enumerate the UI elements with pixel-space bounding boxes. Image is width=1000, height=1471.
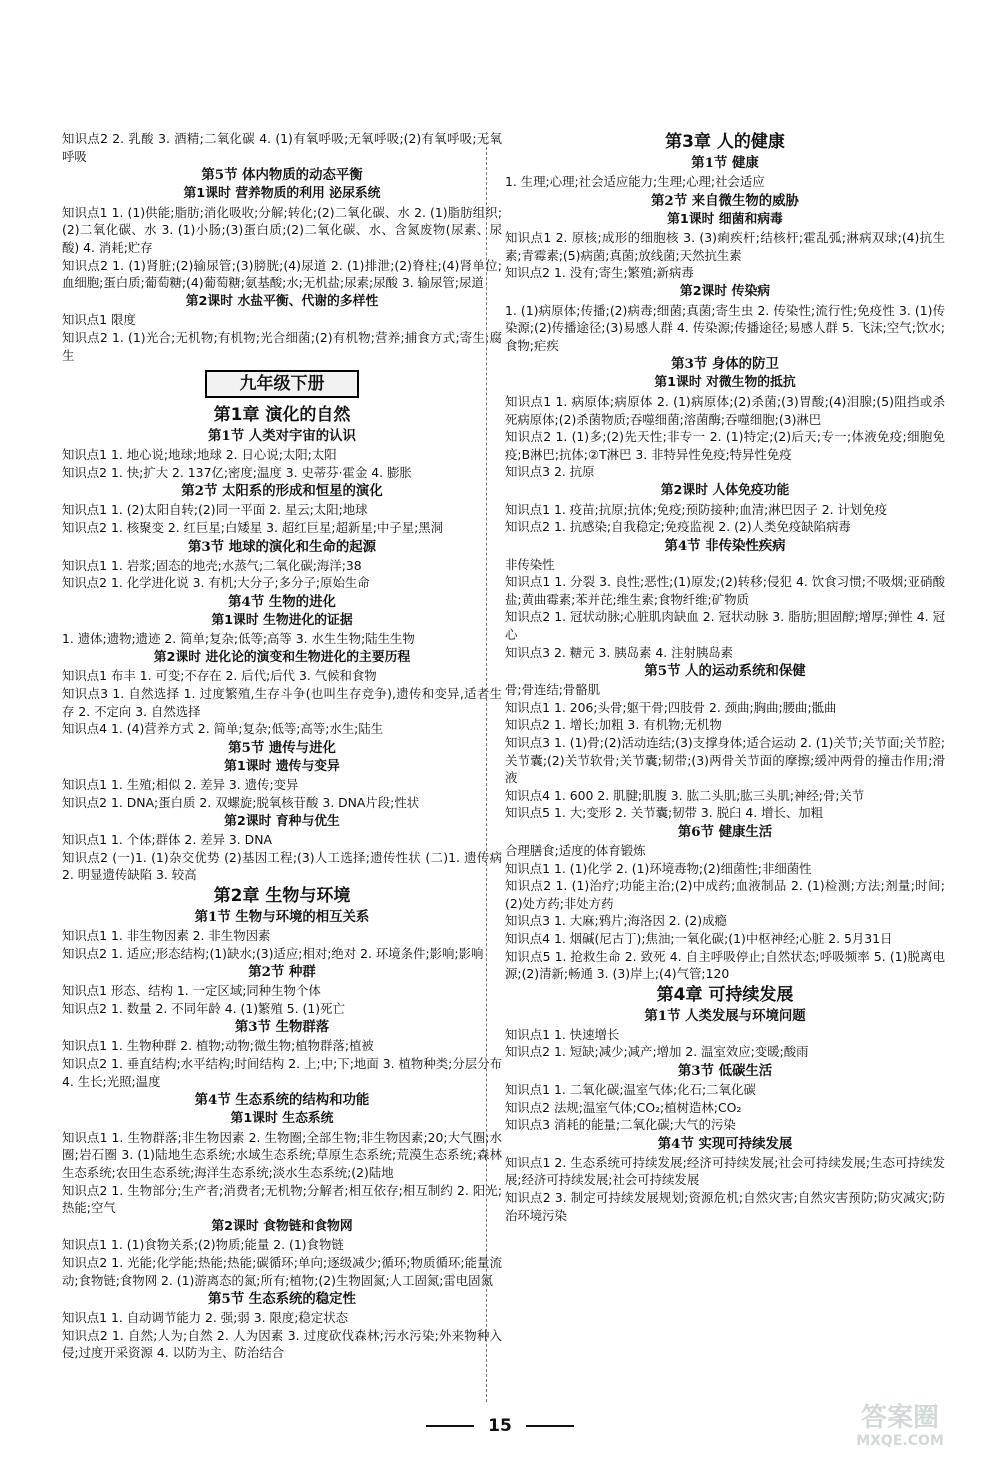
lesson-heading: 第1课时 生物进化的证据 [211,612,353,628]
section-heading: 第2节 来自微生物的威胁 [651,192,799,209]
answer-line: 知识点1 1. (1)食物关系;(2)物质;能量 2. (1)食物链 [62,1237,344,1253]
answer-line: 知识点1 1. 分裂 3. 良性;恶性;(1)原发;(2)转移;侵犯 4. 饮食习惯;不吸烟;亚硝酸盐;黄曲霉素;苯并芘;维生素;食物纤维;矿物质 [505,574,945,607]
answer-line: 知识点1 1. 快速增长 [505,1026,620,1042]
answer-line: 知识点1 2. 生态系统可持续发展;经济可持续发展;社会可持续发展;生态可持续发展;经济可持续发展;社会可持续发展 [505,1154,945,1188]
watermark-sub: MXQE.COM [856,1433,944,1449]
answer-line: 知识点3 消耗的能量;二氧化碳;大气的污染 [505,1117,736,1133]
section-heading: 第4节 非传染性疾病 [664,537,786,554]
answer-line: 知识点2 (一)1. (1)杂交优势 (2)基因工程;(3)人工选择;遗传性状 (二)1. 遗传病 2. 明显遗传缺陷 3. 较高 [62,849,502,883]
answer-line: 知识点1 1. 非生物因素 2. 非生物因素 [62,928,271,943]
answer-line: 知识点1 1. 生物种群 2. 植物;动物;微生物;植物群落;植被 [62,1038,374,1054]
answer-line: 知识点2 1. 冠状动脉;心脏肌肉缺血 2. 冠状动脉 3. 脂肪;胆固醇;增厚;弹性 4. 冠心 [505,609,945,643]
answer-line: 知识点2 1. (1)光合;无机物;有机物;光合细菌;(2)有机物;营养;捕食方式;寄生;腐生 [62,329,502,363]
section-heading: 第1节 健康 [691,155,759,171]
answer-line: 知识点1 1. (1)化学 2. (1)环境毒物;(2)细菌性;非细菌性 [505,860,812,876]
answer-line: 知识点1 形态、结构 1. 一定区域;同种生物个体 [62,983,321,999]
answer-line: 知识点2 1. 短缺;减少;减产;增加 2. 温室效应;变暖;酸雨 [505,1044,809,1060]
chapter-heading: 第1章 演化的自然 [213,405,351,426]
answer-line: 知识点2 1. 增长;加粗 3. 有机物;无机物 [505,717,722,733]
lesson-heading: 第2课时 人体免疫功能 [660,482,790,498]
answer-line: 知识点2 1. 适应;形态结构;(1)缺水;(3)适应;相对;绝对 2. 环境条件;影响;影响 [62,945,484,961]
answer-line: 知识点1 限度 [62,312,136,328]
answer-line: 知识点1 1. 地心说;地球;地球 2. 日心说;太阳;太阳 [62,447,337,463]
answer-line: 知识点2 1. 数量 2. 不同年龄 4. (1)繁殖 5. (1)死亡 [62,1000,345,1016]
answer-line: 知识点1 1. 生物群落;非生物因素 2. 生物圈;全部生物;非生物因素;20;大气圈;水圈;岩石圈 3. (1)陆地生态系统;水域生态系统;草原生态系统;荒漠生态系统;森林生态系统;农田生态系统;海洋生态系统;淡水生态系统;(2)陆地 [62,1129,502,1180]
answer-line: 知识点1 1. 岩浆;固态的地壳;水蒸气;二氧化碳;海洋;38 [62,557,362,573]
answer-line: 知识点1 1. 生殖;相似 2. 差异 3. 遗传;变异 [62,777,299,793]
lesson-heading: 第2课时 水盐平衡、代谢的多样性 [185,293,379,309]
watermark-main: 答案圈 [860,1403,939,1433]
section-heading: 第6节 健康生活 [677,824,773,840]
answer-line: 知识点1 1. 个体;群体 2. 差异 3. DNA [62,832,272,848]
answer-line: 1. 遗体;遗物;遗迹 2. 简单;复杂;低等;高等 3. 水生生物;陆生生物 [62,631,415,647]
answer-line: 知识点5 1. 抢救生命 2. 致死 4. 自主呼吸停止;自然状态;呼吸频率 5. (1)脱离电源;(2)清新;畅通 3. (3)岸上;(4)气管;120 [505,948,945,982]
chapter-heading: 第2章 生物与环境 [213,886,351,906]
section-heading: 第2节 种群 [248,964,316,981]
answer-line: 知识点1 1. (1)供能;脂肪;消化吸收;分解;转化;(2)二氧化碳、水 2. (1)脂肪组织;(2)二氧化碳、水 3. (1)小肠;(3)蛋白质;(2)二氧化碳、水、含氮废物(尿素、尿酸) 4. 消耗;贮存 [62,204,502,255]
lesson-heading: 第2课时 传染病 [679,283,771,299]
answer-line: 知识点3 2. 抗原 [505,464,595,480]
section-heading: 第3节 身体的防卫 [671,356,779,373]
watermark-logo [820,1403,980,1463]
answer-line: 1. (1)病原体;传播;(2)病毒;细菌;真菌;寄生虫 2. 传染性;流行性;免疫性 3. (1)传染源;(2)传播途径;(3)易感人群 4. 传染源;传播途径;易感人群 5. 飞沫;空气;饮水;食物;疟疾 [505,302,945,353]
answer-line: 知识点1 1. 病原体;病原体 2. (1)病原体;(2)杀菌;(3)胃酸;(4)泪腺;(5)阻挡或杀死病原体;(2)杀菌物质;吞噬细菌;溶菌酶;吞噬细胞;(3)淋巴 [505,393,945,427]
answer-line: 知识点5 1. 大;变形 2. 关节囊;韧带 3. 脱臼 4. 增长、加粗 [505,805,824,821]
answer-line: 知识点2 3. 制定可持续发展规划;资源危机;自然灾害;自然灾害预防;防灾减灾;防治环境污染 [505,1189,945,1223]
answer-line: 知识点2 1. DNA;蛋白质 2. 双螺旋;脱氧核苷酸 3. DNA片段;性状 [62,795,420,811]
answer-line: 骨;骨连结;骨骼肌 [505,682,601,698]
answer-line: 知识点2 1. 没有;寄生;繁殖;新病毒 [505,265,694,281]
section-heading: 第3节 地球的演化和生命的起源 [187,538,377,555]
section-heading: 第4节 生态系统的结构和功能 [194,1092,370,1109]
chapter-heading: 第3章 人的健康 [665,132,785,152]
left-column [62,130,502,1362]
answer-line: 知识点2 法规;温室气体;CO₂;植树造林;CO₂ [505,1099,742,1115]
section-heading: 第3节 生物群落 [234,1019,330,1036]
answer-line: 知识点1 1. 自动调节能力 2. 强;弱 3. 限度;稳定状态 [62,1310,348,1326]
column-divider [486,132,487,1402]
answer-line: 知识点4 1. 烟碱(尼古丁);焦油;一氧化碳;(1)中枢神经;心脏 2. 5月31日 [505,930,893,946]
answer-line: 知识点2 1. 垂直结构;水平结构;时间结构 2. 上;中;下;地面 3. 植物种类;分层分布 4. 生长;光照;温度 [62,1055,502,1089]
section-heading: 第5节 生态系统的稳定性 [208,1291,356,1308]
answer-line: 合理膳食;适度的体育锻炼 [505,843,646,858]
section-heading: 第5节 人的运动系统和保健 [644,663,806,680]
answer-line: 知识点4 1. 600 2. 肌腱;肌腹 3. 肱二头肌;肱三头肌;神经;骨;关节 [505,787,865,803]
answer-line: 知识点1 1. (2)太阳自转;(2)同一平面 2. 星云;太阳;地球 [62,502,368,518]
answer-line: 1. 生理;心理;社会适应能力;生理;心理;社会适应 [505,174,765,189]
answer-line: 知识点2 1. 快;扩大 2. 137亿;密度;温度 3. 史蒂芬·霍金 4. 膨胀 [62,464,412,480]
answer-line: 知识点2 1. (1)治疗;功能主治;(2)中成药;血液制品 2. (1)检测;方法;剂量;时间;(2)处方药;非处方药 [505,878,945,911]
answer-line: 知识点2 1. 化学进化说 3. 有机;大分子;多分子;原始生命 [62,575,370,591]
answer-line: 知识点3 1. 大麻;鸦片;海洛因 2. (2)成瘾 [505,913,727,929]
section-heading: 第1节 生物与环境的相互关系 [194,909,370,925]
section-heading: 第1节 人类对宇宙的认识 [208,428,356,445]
section-heading: 第4节 实现可持续发展 [657,1135,793,1152]
answer-line: 知识点1 1. 206;头骨;躯干骨;四肢骨 2. 颈曲;胸曲;腰曲;骶曲 [505,699,837,715]
lesson-heading: 第1课时 遗传与变异 [224,758,340,774]
page-number-dash-left [426,1425,474,1427]
section-heading: 第5节 遗传与进化 [228,739,336,756]
lesson-heading: 第1课时 营养物质的利用 泌尿系统 [183,186,381,202]
answer-line: 知识点2 2. 乳酸 3. 酒精;二氧化碳 4. (1)有氧呼吸;无氧呼吸;(2)有氧呼吸;无氧呼吸 [62,131,502,164]
answer-line: 非传染性 [505,556,555,572]
answer-line: 知识点2 1. 核聚变 2. 红巨星;白矮星 3. 超红巨星;超新星;中子星;黑洞 [62,519,444,535]
answer-line: 知识点3 1. 自然选择 1. 过度繁殖,生存斗争(也叫生存竞争),遗传和变异,适者生存 2. 不定向 3. 自然选择 [62,686,502,719]
answer-line: 知识点2 1. (1)肾脏;(2)输尿管;(3)膀胱;(4)尿道 2. (1)排泄;(2)脊柱;(4)肾单位;血细胞;蛋白质;葡萄糖;(4)葡萄糖;氨基酸;水;无机盐;尿素;尿酸 3. 输尿管;尿道 [62,257,502,291]
section-heading: 第1节 人类发展与环境问题 [644,1007,806,1024]
lesson-heading: 第2课时 进化论的演变和生物进化的主要历程 [153,649,411,665]
page-number-text: 15 [488,1416,512,1436]
answer-line: 知识点2 1. 自然;人为;自然 2. 人为因素 3. 过度砍伐森林;污水污染;外来物种入侵;过度开采资源 4. 以防为主、防治结合 [62,1327,502,1361]
section-heading: 第3节 低碳生活 [677,1062,773,1079]
section-heading: 第4节 生物的进化 [228,593,336,610]
answer-line: 知识点2 1. 光能;化学能;热能;热能;碳循环;单向;逐级减少;循环;物质循环;能量流动;食物链;食物网 2. (1)游离态的氮;所有;植物;(2)生物固氮;人工固氮;雷电固氮 [62,1254,502,1288]
page-number-dash-right [526,1425,574,1427]
lesson-heading: 第1课时 对微生物的抵抗 [654,375,796,391]
section-heading: 第5节 体内物质的动态平衡 [201,167,363,184]
answer-line: 知识点1 2. 原核;成形的细胞核 3. (3)痢疾杆;结核杆;霍乱弧;淋病双球;(4)抗生素;青霉素;(5)病菌;真菌;放线菌;天然抗生素 [505,230,945,263]
section-heading: 第2节 太阳系的形成和恒星的演化 [181,483,383,500]
answer-line: 知识点4 1. (4)营养方式 2. 简单;复杂;低等;高等;水生;陆生 [62,721,384,737]
answer-line: 知识点3 2. 糖元 3. 胰岛素 4. 注射胰岛素 [505,644,734,660]
lesson-heading: 第2课时 食物链和食物网 [211,1218,353,1234]
answer-line: 知识点2 1. (1)多;(2)先天性;非专一 2. (1)特定;(2)后天;专一;体液免疫;细胞免疫;B淋巴;抗体;②T淋巴 3. 非特异性免疫;特异性免疫 [505,429,945,462]
answer-line: 知识点3 1. (1)骨;(2)活动连结;(3)支撑身体;适合运动 2. (1)关节;关节面;关节腔;关节囊;(2)关节软骨;关节囊;韧带;(3)两骨关节面的摩擦;缓冲两骨的撞击作用;滑液 [505,735,945,786]
lesson-heading: 第1课时 细菌和病毒 [667,211,783,227]
answer-line: 知识点1 1. 疫苗;抗原;抗体;免疫;预防接种;血清;淋巴因子 2. 计划免疫 [505,501,888,517]
answer-line: 知识点1 布丰 1. 可变;不存在 2. 后代;后代 3. 气候和食物 [62,668,377,684]
lesson-heading: 第2课时 育种与优生 [224,813,340,829]
lesson-heading: 第1课时 生态系统 [230,1111,334,1127]
right-column [505,130,945,1224]
answer-line: 知识点1 1. 二氧化碳;温室气体;化石;二氧化碳 [505,1081,756,1097]
chapter-heading: 第4章 可持续发展 [656,984,794,1005]
grade-banner: 九年级下册 [205,370,359,398]
answer-line: 知识点2 1. 生物部分;生产者;消费者;无机物;分解者;相互依存;相互制约 2. 阳光;热能;空气 [62,1182,502,1216]
answer-line: 知识点2 1. 抗感染;自我稳定;免疫监视 2. (2)人类免疫缺陷病毒 [505,519,851,535]
